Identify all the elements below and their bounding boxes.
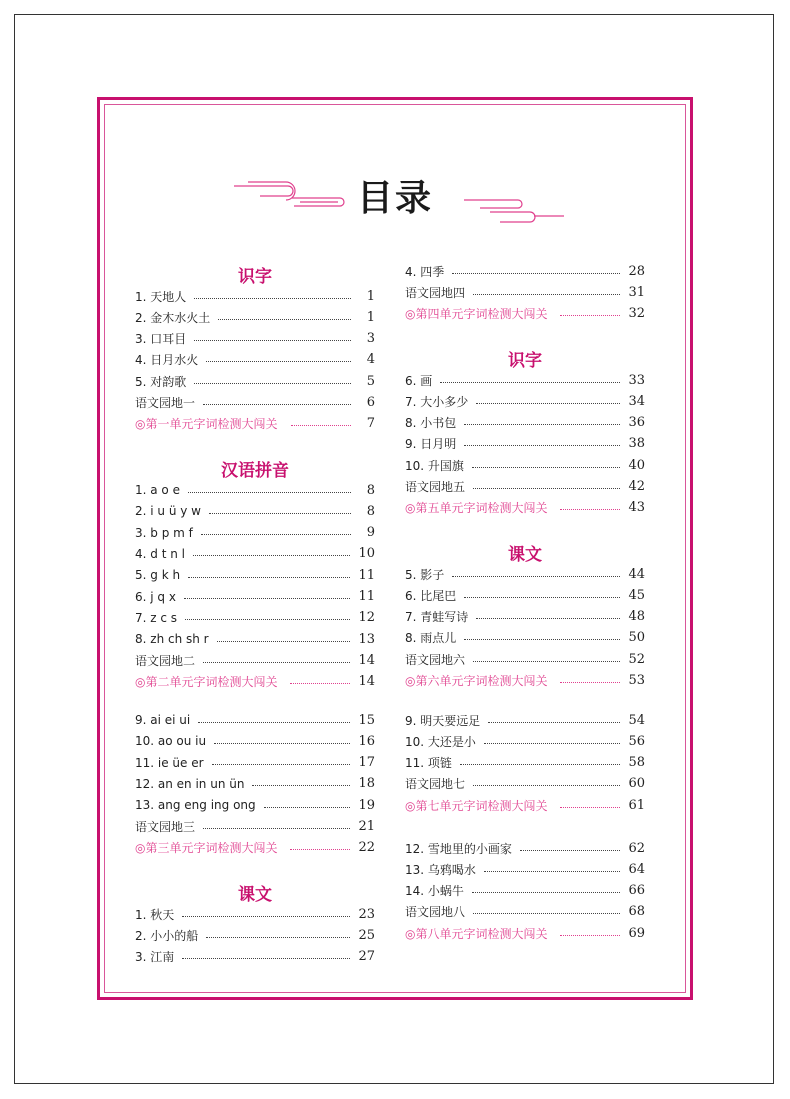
toc-entry-page: 13: [358, 631, 375, 647]
toc-entry-label: 1. 秋天: [135, 907, 175, 922]
toc-entry-label: 6. 比尾巴: [405, 588, 457, 603]
toc-entry-page: 48: [628, 609, 645, 625]
dot-leader: [212, 764, 351, 765]
dot-leader: [476, 618, 620, 619]
toc-entry-page: 31: [628, 284, 645, 300]
toc-entry-page: 60: [628, 776, 645, 792]
toc-entry-page: 1: [366, 288, 375, 304]
toc-entry[interactable]: [405, 413, 645, 433]
toc-entry-page: 28: [628, 263, 645, 279]
dot-leader: [194, 298, 351, 299]
toc-entry[interactable]: [135, 523, 375, 543]
toc-entry-label: 4. 日月水火: [135, 353, 199, 368]
section-heading: 汉语拼音: [221, 461, 289, 481]
toc-entry-page: 25: [358, 927, 375, 943]
toc-entry-page: 61: [628, 797, 645, 813]
toc-entry-page: 38: [628, 436, 645, 452]
toc-entry-label: ◎第四单元字词检测大闯关: [405, 307, 548, 322]
toc-entry-label: 11. 项链: [405, 756, 452, 771]
toc-entry-page: 19: [358, 797, 375, 813]
dot-leader: [560, 682, 620, 683]
toc-entry-label: 14. 小蜗牛: [405, 884, 464, 899]
dot-leader: [473, 488, 620, 489]
toc-entry[interactable]: [405, 753, 645, 773]
toc-entry[interactable]: [135, 587, 375, 607]
toc-entry[interactable]: [135, 393, 375, 413]
toc-entry[interactable]: [405, 282, 645, 302]
toc-entry-page: 4: [366, 352, 375, 368]
toc-entry[interactable]: [135, 650, 375, 670]
dot-leader: [473, 785, 620, 786]
toc-entry-label: 5. 影子: [405, 567, 445, 582]
toc-entry-page: 22: [358, 840, 375, 856]
toc-entry-label: 语文园地三: [135, 820, 196, 834]
dot-leader: [184, 598, 351, 599]
section-heading: 识字: [238, 267, 272, 287]
toc-entry-page: 16: [358, 733, 375, 749]
dot-leader: [452, 576, 620, 577]
toc-entry-page: 6: [366, 395, 375, 410]
dot-leader: [206, 361, 351, 362]
dot-leader: [464, 639, 620, 640]
toc-entry[interactable]: [405, 923, 645, 943]
toc-entry-label: ◎第七单元字词检测大闯关: [405, 798, 548, 813]
cloud-left-icon: [230, 176, 350, 208]
dot-leader: [464, 445, 620, 446]
toc-entry-label: 10. ao ou iu: [135, 734, 207, 749]
toc-entry-page: 40: [628, 457, 645, 473]
toc-entry-page: 7: [366, 416, 375, 432]
toc-entry[interactable]: [135, 480, 375, 500]
toc-entry[interactable]: [405, 671, 645, 691]
toc-entry[interactable]: [405, 477, 645, 497]
dot-leader: [472, 892, 621, 893]
toc-entry-page: 27: [358, 949, 375, 965]
section-heading: 课文: [238, 885, 272, 905]
toc-entry[interactable]: [405, 370, 645, 390]
toc-entry-page: 11: [358, 567, 375, 583]
toc-entry[interactable]: [135, 838, 375, 858]
toc-entry[interactable]: [135, 672, 375, 692]
toc-entry[interactable]: [135, 629, 375, 649]
dot-leader: [290, 849, 350, 850]
dot-leader: [476, 403, 620, 404]
dot-leader: [203, 662, 350, 663]
dot-leader: [440, 382, 620, 383]
toc-entry-page: 34: [628, 393, 645, 409]
toc-entry-label: 12. an en in un ün: [135, 776, 245, 791]
toc-entry-label: 8. 雨点儿: [405, 631, 457, 646]
toc-entry-page: 64: [628, 861, 645, 877]
toc-entry[interactable]: [135, 565, 375, 585]
toc-entry-page: 5: [366, 373, 375, 389]
toc-entry[interactable]: [405, 731, 645, 751]
dot-leader: [252, 785, 350, 786]
toc-entry-page: 62: [628, 840, 645, 856]
toc-entry[interactable]: [405, 710, 645, 730]
toc-entry[interactable]: [405, 795, 645, 815]
dot-leader: [203, 828, 350, 829]
toc-entry-label: ◎第六单元字词检测大闯关: [405, 674, 548, 688]
toc-entry[interactable]: [135, 544, 375, 564]
toc-entry-label: 语文园地一: [135, 396, 196, 410]
toc-entry-page: 12: [358, 610, 375, 626]
toc-entry-page: 11: [358, 589, 375, 604]
toc-entry[interactable]: [135, 774, 375, 794]
toc-entry[interactable]: [405, 434, 645, 454]
dot-leader: [182, 916, 350, 917]
toc-entry-page: 50: [628, 630, 645, 646]
toc-entry[interactable]: [405, 607, 645, 627]
toc-entry-label: 语文园地七: [405, 777, 466, 792]
toc-entry-label: 9. 日月明: [405, 437, 457, 452]
toc-entry[interactable]: [135, 307, 375, 327]
toc-entry-label: 3. 口耳目: [135, 332, 187, 347]
toc-entry-label: 10. 大还是小: [405, 734, 476, 749]
dot-leader: [264, 807, 351, 808]
dot-leader: [560, 315, 620, 316]
dot-leader: [214, 743, 350, 744]
toc-entry-label: 1. a o e: [135, 483, 180, 497]
toc-entry-label: ◎第八单元字词检测大闯关: [405, 926, 548, 941]
toc-entry[interactable]: [135, 710, 375, 730]
toc-entry[interactable]: [135, 731, 375, 751]
dot-leader: [194, 383, 351, 384]
toc-entry-page: 14: [358, 652, 375, 668]
dot-leader: [473, 913, 620, 914]
dot-leader: [464, 424, 620, 425]
dot-leader: [460, 764, 621, 765]
toc-entry[interactable]: [405, 859, 645, 879]
toc-entry-page: 45: [628, 587, 645, 603]
toc-entry[interactable]: [135, 608, 375, 628]
toc-entry-page: 8: [366, 482, 375, 498]
toc-entry[interactable]: [405, 391, 645, 411]
toc-entry-label: 6. j q x: [135, 589, 176, 604]
toc-entry[interactable]: [405, 585, 645, 605]
dot-leader: [206, 937, 350, 938]
dot-leader: [182, 958, 350, 959]
toc-entry-label: ◎第二单元字词检测大闯关: [135, 675, 278, 690]
cloud-right-icon: [460, 192, 570, 226]
toc-entry-label: ◎第五单元字词检测大闯关: [405, 501, 548, 516]
dot-leader: [473, 294, 620, 295]
page-title: 目录: [356, 177, 433, 219]
dot-leader: [472, 467, 621, 468]
toc-entry[interactable]: [405, 628, 645, 648]
dot-leader: [560, 935, 620, 936]
toc-entry-page: 23: [358, 906, 375, 922]
section-heading: 识字: [508, 351, 542, 371]
dot-leader: [488, 722, 620, 723]
toc-entry[interactable]: [405, 261, 645, 281]
toc-entry[interactable]: [135, 350, 375, 370]
toc-entry-label: 13. 乌鸦喝水: [405, 862, 476, 877]
dot-leader: [484, 743, 621, 744]
toc-entry[interactable]: [135, 817, 375, 837]
toc-entry-page: 17: [358, 755, 375, 771]
toc-entry-label: 7. z c s: [135, 610, 178, 625]
toc-entry[interactable]: [405, 838, 645, 858]
toc-entry[interactable]: [405, 881, 645, 901]
dot-leader: [198, 722, 350, 723]
toc-entry-label: 语文园地四: [405, 285, 466, 300]
toc-entry[interactable]: [135, 501, 375, 521]
dot-leader: [484, 871, 621, 872]
toc-entry-label: 5. g k h: [135, 568, 181, 583]
toc-entry[interactable]: [135, 414, 375, 434]
dot-leader: [520, 850, 621, 851]
toc-entry-page: 15: [358, 712, 375, 728]
toc-entry-page: 43: [628, 500, 645, 516]
toc-entry-label: 8. zh ch sh r: [135, 632, 209, 647]
dot-leader: [290, 683, 350, 684]
toc-entry-label: 语文园地五: [405, 480, 466, 494]
toc-entry-label: 2. 金木水火土: [135, 310, 211, 325]
toc-entry-label: 语文园地八: [405, 905, 466, 920]
toc-entry-page: 53: [628, 673, 645, 688]
dot-leader: [193, 555, 350, 556]
dot-leader: [217, 641, 351, 642]
toc-entry[interactable]: [405, 498, 645, 518]
toc-entry-label: 4. 四季: [405, 264, 445, 279]
toc-entry-label: 7. 青蛙写诗: [405, 610, 469, 625]
toc-entry[interactable]: [135, 286, 375, 306]
toc-entry-label: 3. b p m f: [135, 525, 193, 540]
toc-entry-page: 56: [628, 733, 645, 749]
dot-leader: [203, 404, 351, 405]
toc-entry-page: 36: [628, 415, 645, 431]
toc-entry-label: 9. ai ei ui: [135, 713, 191, 727]
toc-entry-label: 10. 升国旗: [405, 458, 464, 473]
toc-entry[interactable]: [135, 795, 375, 815]
toc-entry-page: 33: [628, 372, 645, 388]
toc-entry-page: 9: [366, 525, 375, 541]
toc-entry-page: 69: [628, 925, 645, 941]
toc-entry[interactable]: [135, 904, 375, 924]
toc-entry-page: 68: [628, 904, 645, 920]
toc-entry-page: 21: [358, 819, 375, 834]
toc-entry[interactable]: [135, 371, 375, 391]
toc-entry[interactable]: [405, 902, 645, 922]
toc-entry-page: 14: [358, 674, 375, 690]
toc-entry-label: 4. d t n l: [135, 546, 185, 561]
toc-entry-page: 18: [358, 776, 375, 792]
dot-leader: [560, 509, 620, 510]
toc-entry-label: 7. 大小多少: [405, 394, 469, 409]
toc-entry-label: 8. 小书包: [405, 416, 457, 431]
dot-leader: [209, 513, 351, 514]
toc-entry-page: 58: [628, 755, 645, 771]
toc-entry-label: ◎第一单元字词检测大闯关: [135, 417, 278, 432]
toc-entry-label: 3. 江南: [135, 950, 175, 965]
dot-leader: [188, 577, 350, 578]
toc-entry-label: 语文园地六: [405, 652, 466, 667]
toc-entry[interactable]: [405, 649, 645, 669]
dot-leader: [185, 619, 350, 620]
toc-entry-label: 1. 天地人: [135, 289, 187, 304]
toc-entry[interactable]: [405, 304, 645, 324]
toc-entry-label: ◎第三单元字词检测大闯关: [135, 841, 278, 856]
toc-entry-label: 6. 画: [405, 373, 433, 388]
toc-entry[interactable]: [405, 774, 645, 794]
toc-entry-page: 1: [366, 309, 375, 325]
toc-entry-label: 语文园地二: [135, 653, 196, 668]
toc-entry[interactable]: [135, 947, 375, 967]
toc-entry-page: 10: [358, 546, 375, 562]
toc-entry-page: 32: [628, 306, 645, 322]
toc-entry-page: 42: [628, 479, 645, 494]
dot-leader: [194, 340, 351, 341]
toc-entry-label: 11. ie üe er: [135, 755, 204, 770]
toc-entry-label: 2. 小小的船: [135, 928, 199, 943]
dot-leader: [464, 597, 620, 598]
toc-entry[interactable]: [135, 753, 375, 773]
toc-entry-page: 3: [366, 331, 375, 347]
toc-entry[interactable]: [135, 329, 375, 349]
toc-entry-page: 52: [628, 651, 645, 667]
dot-leader: [201, 534, 351, 535]
toc-entry-label: 2. i u ü y w: [135, 504, 201, 519]
toc-entry-page: 44: [628, 566, 645, 582]
toc-entry[interactable]: [405, 564, 645, 584]
dot-leader: [560, 807, 620, 808]
toc-entry[interactable]: [135, 925, 375, 945]
dot-leader: [452, 273, 620, 274]
toc-entry-label: 9. 明天要远足: [405, 713, 481, 728]
toc-entry-label: 13. ang eng ing ong: [135, 798, 256, 813]
toc-entry[interactable]: [405, 455, 645, 475]
dot-leader: [291, 425, 351, 426]
toc-entry-page: 66: [628, 883, 645, 899]
section-heading: 课文: [508, 545, 542, 565]
dot-leader: [473, 661, 620, 662]
dot-leader: [218, 319, 351, 320]
toc-entry-label: 5. 对韵歌: [135, 374, 187, 389]
toc-entry-page: 54: [628, 712, 645, 728]
toc-entry-page: 8: [366, 503, 375, 519]
toc-entry-label: 12. 雪地里的小画家: [405, 841, 512, 856]
dot-leader: [188, 492, 351, 493]
